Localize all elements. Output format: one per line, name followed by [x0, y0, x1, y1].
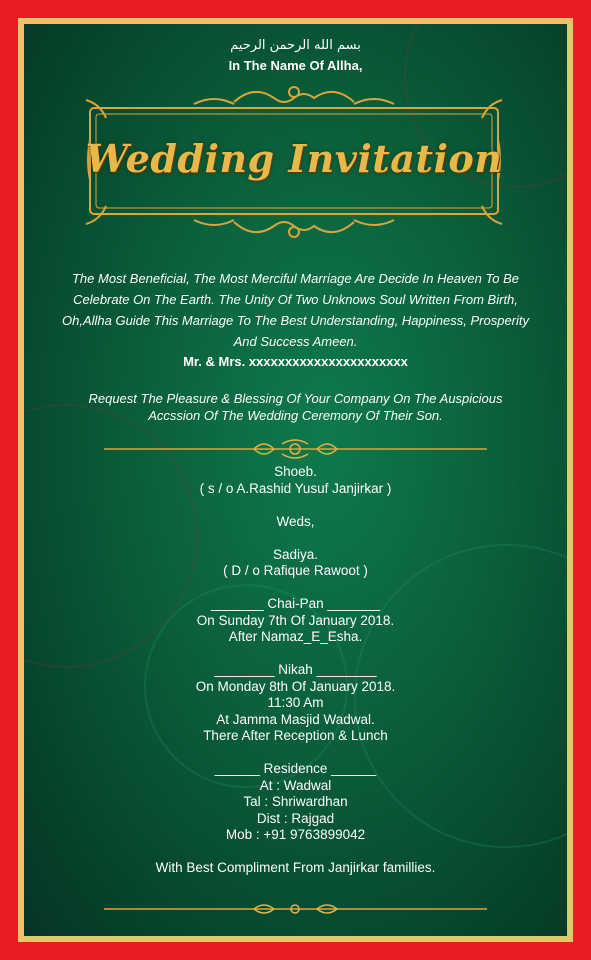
- intro-line: In The Name Of Allha,: [228, 58, 363, 73]
- blessing-line: And Success Ameen.: [233, 334, 358, 349]
- closing-line: With Best Compliment From Janjirkar famillies.: [155, 860, 436, 875]
- weds-text: Weds,: [276, 513, 315, 529]
- bride-name: Sadiya.: [272, 546, 319, 562]
- request-paragraph: [24, 390, 567, 424]
- residence-heading: ______ Residence ______: [214, 761, 377, 776]
- arabic-blessing: بسم الله الرحمن الرحيم: [230, 38, 361, 53]
- groom-name: Shoeb.: [274, 464, 317, 479]
- chai-pan-heading: _______ Chai-Pan _______: [211, 596, 380, 611]
- gold-divider-top: [24, 438, 567, 460]
- blessing-line: Oh,Allha Guide This Marriage To The Best Understanding, Happiness, Prosperity: [61, 313, 530, 328]
- chai-pan-date: On Sunday 7th Of January 2018.: [196, 612, 395, 628]
- blessing-line: The Most Beneficial, The Most Merciful Marriage Are Decide In Heaven To Be: [71, 271, 519, 286]
- nikah-time: 11:30 Am: [267, 695, 324, 710]
- nikah-heading: ________ Nikah ________: [214, 662, 377, 677]
- groom-parent: ( s / o A.Rashid Yusuf Janjirkar ): [199, 480, 392, 496]
- gold-divider-bottom: [24, 898, 567, 920]
- residence-dist: Dist : Rajgad: [256, 810, 335, 826]
- nikah-after: There After Reception & Lunch: [203, 728, 388, 743]
- nikah-venue: At Jamma Masjid Wadwal.: [216, 711, 375, 727]
- ceremony-details: [24, 464, 567, 877]
- request-line: Request The Pleasure & Blessing Of Your Company On The Auspicious: [88, 391, 503, 406]
- residence-tal: Tal : Shriwardhan: [243, 794, 348, 809]
- chai-pan-time: After Namaz_E_Esha.: [228, 629, 363, 644]
- green-panel: [24, 24, 567, 936]
- blessing-line: Celebrate On The Earth. The Unity Of Two Unknows Soul Written From Birth,: [73, 292, 518, 307]
- residence-mobile: Mob : +91 9763899042: [225, 827, 366, 842]
- request-line: Accssion Of The Wedding Ceremony Of Their Son.: [148, 408, 443, 423]
- blessing-paragraph: [24, 268, 567, 352]
- nikah-date: On Monday 8th Of January 2018.: [195, 678, 396, 694]
- invitation-title: Wedding Invitation: [85, 136, 503, 181]
- bride-parent: ( D / o Rafique Rawoot ): [223, 563, 368, 578]
- parents-names: Mr. & Mrs. xxxxxxxxxxxxxxxxxxxxxx: [183, 354, 408, 369]
- residence-at: At : Wadwal: [259, 777, 332, 793]
